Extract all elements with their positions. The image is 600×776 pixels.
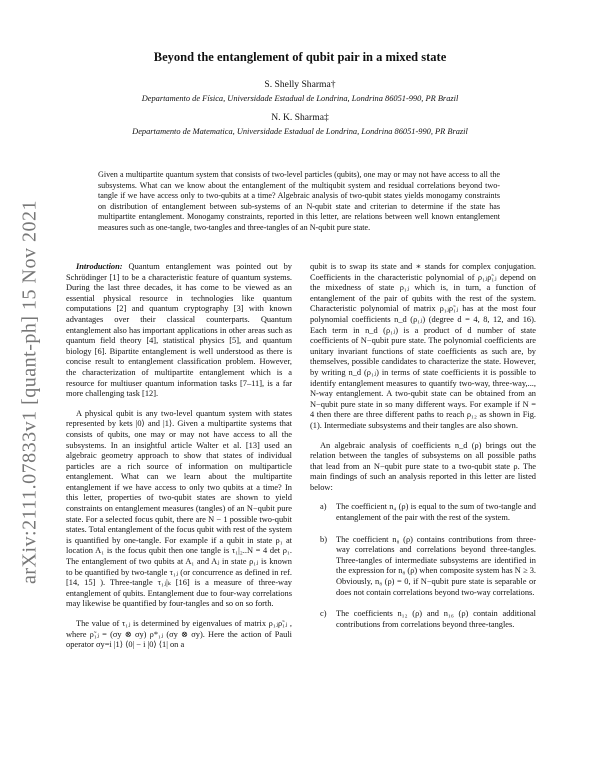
finding-a <box>310 502 536 523</box>
right-column <box>310 262 536 641</box>
paper-title: Beyond the entanglement of qubit pair in a mixed state <box>153 50 447 64</box>
finding-b <box>310 535 536 599</box>
author-2-affiliation: Departamento de Matematica, Universidade Estadual de Londrina, Londrina 86051-990, PR Brazil <box>132 127 468 136</box>
finding-label: c) <box>320 609 327 619</box>
abstract: Given a multipartite quantum system that consists of two-level particles (qubits), one may or may not have access to all the subsystems. What can we know about the entanglement of the multiqubit system and residual correlations beyond two-tangle if we have access only to two-qubits at a time? Algebraic analysis of two-qubit states yields monogamy constraints on distribution of entanglement between sub-systems of an N-qubit state and criterian to determine if the state has multipartite entanglement. Monogamy constraints, reported in this letter, are relations between well known entanglement measures such as one-tangle, two-tangles and three-tangles of an N-qubit pure state. <box>98 170 500 232</box>
finding-text: The coefficient n₈ (ρ) contains contributions from three-way correlations and correlations beyond three-tangles. Three-tangles of intermediate subsystems are identified in the expression for n₈ (ρ) when composite system has N ≥ 3. Obviously, n₈ (ρ) = 0, if N−qubit pure state is separable or does not contain correlations beyond two-way correlations. <box>336 534 536 597</box>
author-1-affiliation: Departamento de Física, Universidade Estadual de Londrina, Londrina 86051-990, PR Brazil <box>141 94 459 103</box>
findings-list <box>310 502 536 630</box>
arxiv-id: arXiv:2111.07833v1 [quant-ph] 15 Nov 2021 <box>18 200 41 584</box>
finding-label: b) <box>320 534 327 544</box>
paragraph-algebraic: An algebraic analysis of coefficients n_d (ρ) brings out the relation between the tangles of subsystems on all possible paths that lead from an N−qubit pure state to a two-qubit state ρ. The main findings of such an analysis reported in this letter are listed below: <box>310 440 536 492</box>
intro-paragraph <box>66 262 292 400</box>
paragraph-continued: qubit is to swap its state and ∗ stands for complex conjugation. Coefficients in the characteristic polynomial of ρ₁ⱼρ̃₁ⱼ depend on the mixedness of state ρ₁ⱼ which is, in turn, a function of entanglement of the pair of qubits with the rest of the system. Characteristic polynomial of matrix ρ₁ⱼρ̃₁ⱼ has at the most four polynomial coefficients n_d (ρ₁ⱼ) (degree d = 4, 8, 12, and 16). Each term in n_d (ρ₁ⱼ) is a product of d number of state coefficients of N−qubit pure state. The polynomial coefficients are unitary invariant functions of state coefficients as such are, by themselves, possible candidates to characterize the state. However, by writing n_d (ρ₁ⱼ) in terms of state coefficients it is possible to identify entanglement measures to quantify two-way, three-way,..., N-way entanglement. A two-qubit state can be obtained from an N−qubit pure state in so many different ways. For example if N = 4 then there are three different paths to reach ρ₁₂ as shown in Fig. (1). Intermediate subsystems and their tangles are also shown. <box>310 262 536 430</box>
intro-text: Quantum entanglement was pointed out by Schrödinger [1] to be a characteristic feature of quantum systems. During the last three decades, it has come to be viewed as an essential physical resource in technologies like quantum computations [2] and quantum cryptography [3] with known advantages over their classical counterparts. Quantum entanglement also has important applications in other areas such as quantum field theory [4], statistical physics [5], and quantum biology [6]. Bipartite entanglement is well understood as there is concise result to entanglement classification problem. However, the characterization of multipartite entanglement which is a resource for multiuser quantum information tasks [7–11], is a far more challenging task [12]. <box>66 262 292 399</box>
intro-heading: Introduction: <box>76 262 123 271</box>
author-2-name: N. K. Sharma‡ <box>271 112 329 123</box>
left-column <box>66 262 292 660</box>
finding-c <box>310 609 536 630</box>
paragraph-tau: The value of τ₁ⱼ is determined by eigenvalues of matrix ρ₁ⱼρ̃₁ⱼ , where ρ̃₁ⱼ = (σy ⊗ σy) ρ*₁ⱼ (σy ⊗ σy). Here the action of Pauli operator σy=i |1⟩ ⟨0| − i |0⟩ ⟨1| on a <box>66 619 292 650</box>
finding-label: a) <box>320 502 327 512</box>
arxiv-stamp <box>20 182 40 602</box>
paragraph-qubit: A physical qubit is any two-level quantum system with states represented by kets |0⟩ and |1⟩. Given a multipartite systems that consists of qubits, one may or may not have access to all the subsystems. In an insightful article Walter et al. [13] used an algebraic geometry approach to show that states of individual particles are a rich source of information on multiparticle entanglement. What can we learn about the multipartite entanglement if we have access to only two qubits at a time? In this letter, properties of two-qubit states are shown to yield constraints on entanglement measures (tangles) of an N−qubit pure state. For a selected focus qubit, there are N − 1 possible two-qubit states. Total entanglement of the focus qubit with rest of the system is quantified by one-tangle. For example if a qubit in state ρ₁ at location A₁ is the focus qubit then one tangle is τ₁|₂..N = 4 det ρ₁. The entanglement of two qubits at A₁ and Aⱼ in state ρ₁ⱼ is known to be quantified by two-tangle τ₁ⱼ (or concurrence as defined in ref. [14, 15] ). Three-tangle τ₁ⱼ|ₖ [16] is a measure of three-way entanglement of qubits. Entanglement due to four-way correlations may likewise be quantified by four-tangles and so on so forth. <box>66 408 292 609</box>
finding-text: The coefficients n₁₂ (ρ) and n₁₆ (ρ) contain additional contributions from correlations beyond three-tangles. <box>336 609 536 629</box>
finding-text: The coefficient n₄ (ρ) is equal to the sum of two-tangle and entanglement of the pair with the rest of the system. <box>336 502 536 523</box>
author-1-name: S. Shelly Sharma† <box>264 79 336 90</box>
